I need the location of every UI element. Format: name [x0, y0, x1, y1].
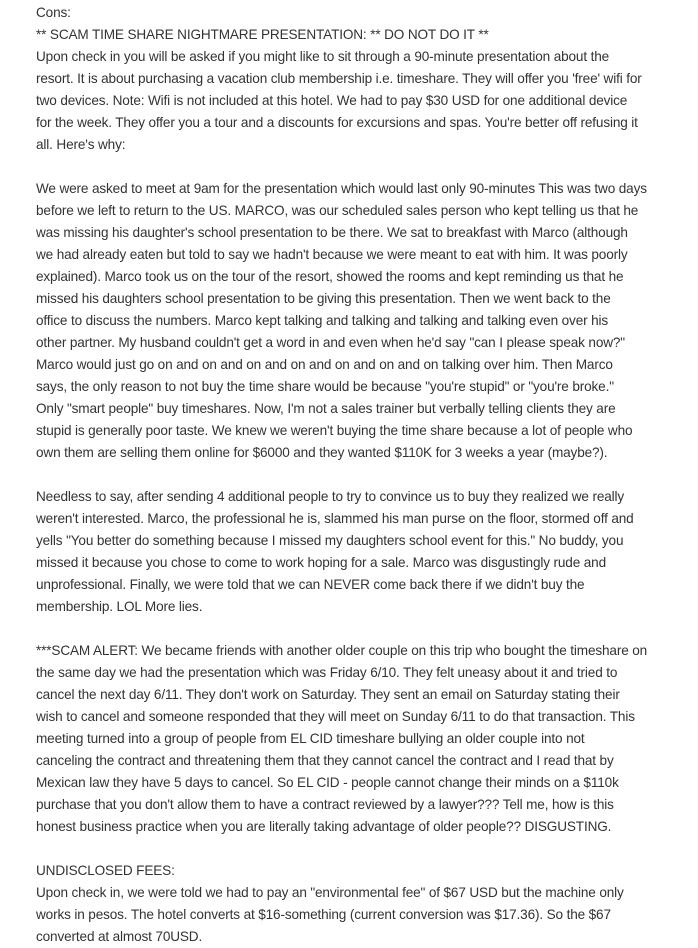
text-line: purchase that you don't allow them to have a contract reviewed by a lawyer??? Tell me, how is this	[36, 797, 614, 812]
intro-paragraph	[36, 24, 662, 156]
text-line: unprofessional. Finally, we were told that we can NEVER come back there if we didn't buy the	[36, 577, 585, 592]
text-line: honest business practice when you are literally taking advantage of older people?? DISGUSTING.	[36, 819, 612, 834]
text-line: the same day we had the presentation which was Friday 6/10. They felt uneasy about it and tried to	[36, 665, 618, 680]
text-line: Mexican law they have 5 days to cancel. So EL CID - people cannot change their minds on a $110k	[36, 775, 619, 790]
text-line: membership. LOL More lies.	[36, 599, 203, 614]
text-line: converted at almost 70USD.	[36, 929, 203, 944]
cons-label: Cons:	[36, 5, 71, 20]
text-line: meeting turned into a group of people from EL CID timeshare bullying an older couple into not	[36, 731, 585, 746]
text-line: yells "You better do something because I missed my daughters school event for this." No buddy, you	[36, 533, 624, 548]
presentation-paragraph	[36, 178, 662, 464]
text-line: wish to cancel and someone responded that they will meet on Sunday 6/11 to do that transaction. This	[36, 709, 635, 724]
aftermath-paragraph	[36, 486, 662, 618]
text-line: we had already eaten but told to say we hadn't because we were meant to eat with him. It was poorly	[36, 247, 628, 262]
review-paragraphs	[36, 24, 662, 948]
text-line: canceling the contract and threatening them that they cannot cancel the contract and I read that by	[36, 753, 614, 768]
text-line: works in pesos. The hotel converts at $16-something (current conversion was $17.36). So the $67	[36, 907, 611, 922]
text-line: all. Here's why:	[36, 137, 126, 152]
text-line: two devices. Note: Wifi is not included at this hotel. We had to pay $30 USD for one additional device	[36, 93, 628, 108]
text-line: cancel the next day 6/11. They don't work on Saturday. They sent an email on Saturday stating their	[36, 687, 620, 702]
text-line: before we left to return to the US. MARCO, was our scheduled sales person who kept telling us that he	[36, 203, 639, 218]
text-line: Marco would just go on and on and on and on and on and on and on talking over him. Then Marco	[36, 357, 613, 372]
text-line: own them are selling them online for $6000 and they wanted $110K for 3 weeks a year (maybe?).	[36, 445, 608, 460]
text-line: for the week. They offer you a tour and a discounts for excursions and spas. You're better off refusing it	[36, 115, 638, 130]
text-line: ** SCAM TIME SHARE NIGHTMARE PRESENTATION: ** DO NOT DO IT **	[36, 27, 489, 42]
fees-paragraph	[36, 860, 662, 948]
scam-alert-paragraph	[36, 640, 662, 838]
text-line: weren't interested. Marco, the professional he is, slammed his man purse on the floor, stormed off and	[36, 511, 634, 526]
text-line: Upon check in you will be asked if you might like to sit through a 90-minute presentation about the	[36, 49, 610, 64]
text-line: missed it because you chose to come to work hoping for a sale. Marco was disgustingly rude and	[36, 555, 606, 570]
text-line: Needless to say, after sending 4 additional people to try to convince us to buy they realized we really	[36, 489, 625, 504]
text-line: missed his daughters school presentation to be giving this presentation. Then we went back to the	[36, 291, 611, 306]
text-line: stupid is generally poor taste. We knew we weren't buying the time share because a lot of people who	[36, 423, 633, 438]
text-line: was missing his daughter's school presentation to be there. We sat to breakfast with Marco (although	[36, 225, 628, 240]
text-line: ***SCAM ALERT: We became friends with another older couple on this trip who bought the timeshare on	[36, 643, 648, 658]
text-line: resort. It is about purchasing a vacation club membership i.e. timeshare. They will offer you 'free' wifi for	[36, 71, 642, 86]
text-line: says, the only reason to not buy the time share would be because "you're stupid" or "you're broke."	[36, 379, 614, 394]
text-line: office to discuss the numbers. Marco kept talking and talking and talking and talking even over his	[36, 313, 609, 328]
text-line: UNDISCLOSED FEES:	[36, 863, 175, 878]
text-line: Upon check in, we were told we had to pay an "environmental fee" of $67 USD but the machine only	[36, 885, 624, 900]
text-line: We were asked to meet at 9am for the presentation which would last only 90-minutes This was two days	[36, 181, 647, 196]
text-line: Only "smart people" buy timeshares. Now, I'm not a sales trainer but verbally telling clients they are	[36, 401, 616, 416]
text-line: explained). Marco took us on the tour of the resort, showed the rooms and kept reminding us that he	[36, 269, 624, 284]
text-line: other partner. My husband couldn't get a word in and even when he'd say "can I please speak now?"	[36, 335, 625, 350]
